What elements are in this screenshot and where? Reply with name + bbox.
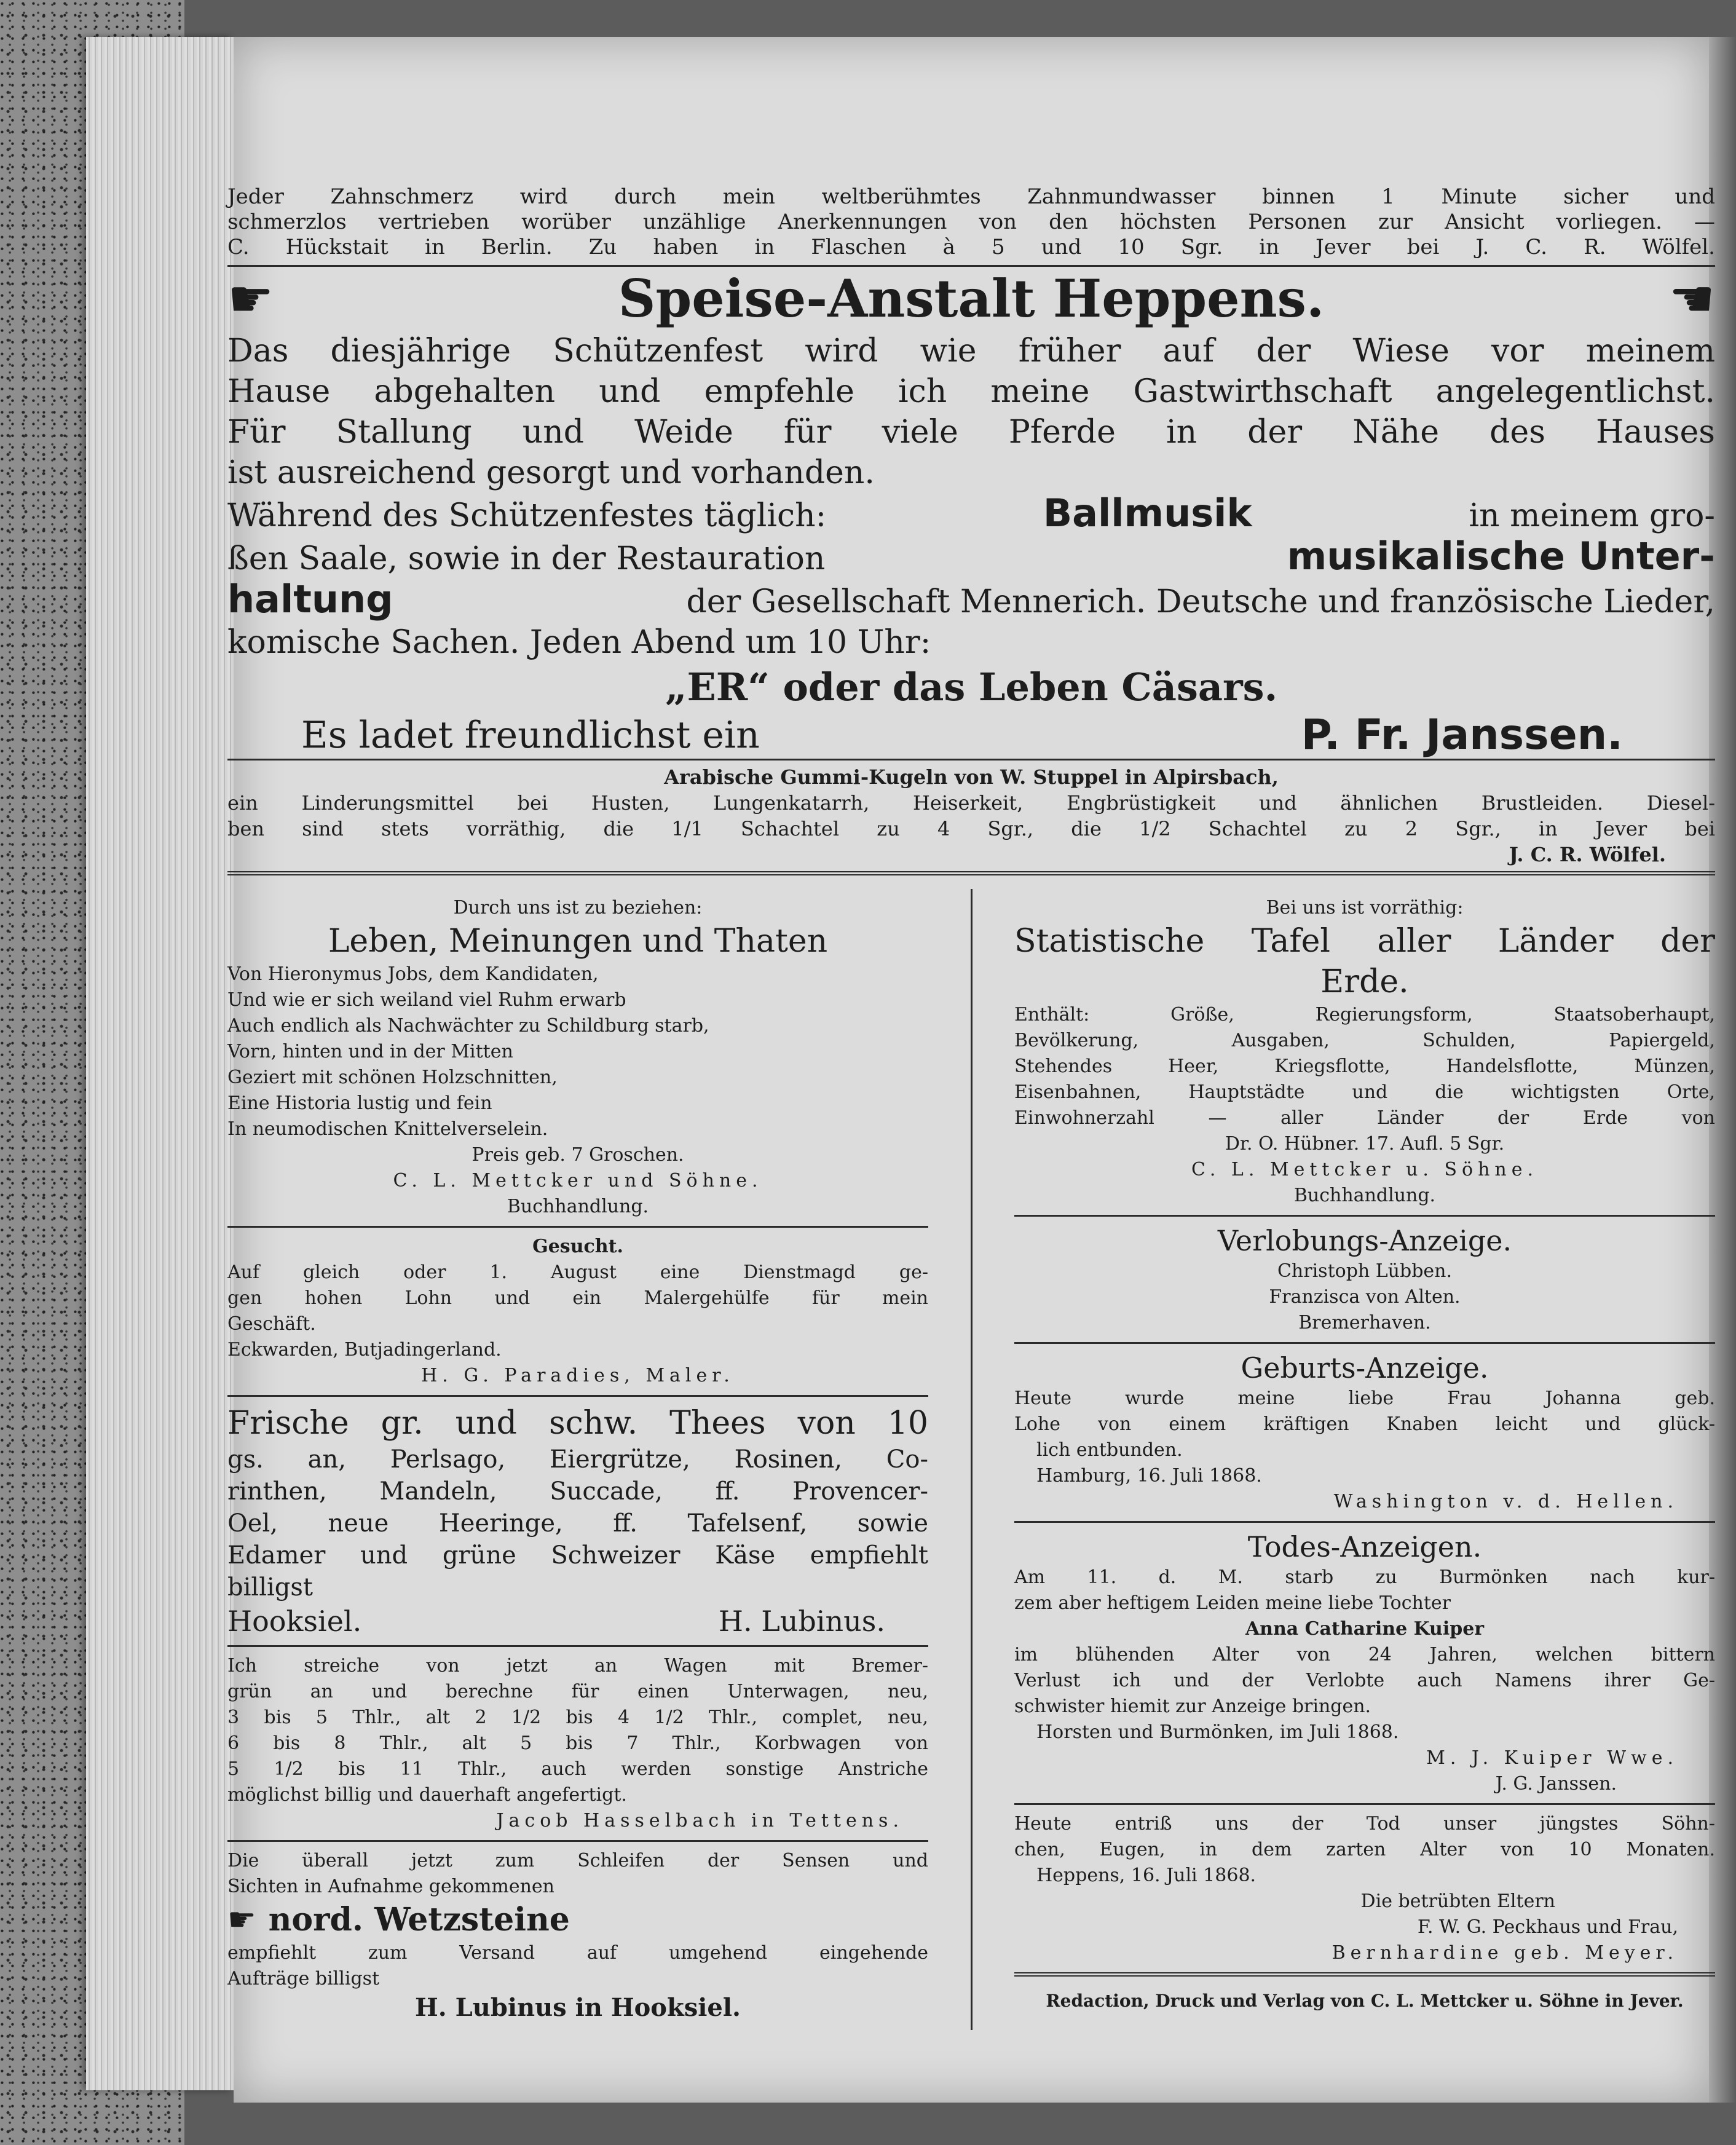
todes-line: Verlust ich und der Verlobte auch Namens ihrer Ge- <box>1014 1670 1715 1691</box>
speise-text: Während des Schützenfestes täglich: <box>227 497 827 534</box>
leben-line: Und wie er sich weiland viel Ruhm erwarb <box>227 989 626 1011</box>
stat-author: Dr. O. Hübner. 17. Aufl. 5 Sgr. <box>1225 1133 1505 1155</box>
leben-line: Geziert mit schönen Holzschnitten, <box>227 1067 558 1088</box>
speise-text: ßen Saale, sowie in der Restauration <box>227 540 826 577</box>
wetz-line: Sichten in Aufnahme gekommenen <box>227 1876 554 1897</box>
thees-line: Edamer und grüne Schweizer Käse empfiehlt <box>227 1541 928 1570</box>
thees-line: rinthen, Mandeln, Succade, ff. Provencer- <box>227 1477 928 1506</box>
geburt-place: Hamburg, 16. Juli 1868. <box>1036 1465 1262 1487</box>
geburt-ad <box>1014 1344 1715 1521</box>
gesucht-sig: H. G. Paradies, Maler. <box>421 1365 735 1386</box>
stat-firm2: Buchhandlung. <box>1293 1185 1436 1206</box>
geburt-line: Lohe von einem kräftigen Knaben leicht und glück- <box>1014 1413 1715 1435</box>
thees-name: H. Lubinus. <box>718 1605 885 1638</box>
wetz-line: empfiehlt zum Versand auf umgehend eingehende <box>227 1942 928 1964</box>
pointing-hand-left-icon: ☚ <box>1668 269 1715 329</box>
column-rule <box>971 889 973 2030</box>
thees-line: Frische gr. und schw. Thees von 10 <box>227 1405 928 1442</box>
arab-line: Arabische Gummi-Kugeln von W. Stuppel in Alpirsbach, <box>664 765 1279 789</box>
leben-firm: C. L. Mettcker und Söhne. <box>393 1170 763 1191</box>
gesucht-line: gen hohen Lohn und ein Malergehülfe für mein <box>227 1287 928 1309</box>
er-headline: „ER“ oder das Leben Cäsars. <box>665 665 1278 709</box>
stat-line: Einwohnerzahl — aller Länder der Erde von <box>1014 1107 1715 1129</box>
leben-line: In neumodischen Knittelverselein. <box>227 1118 548 1140</box>
todes-place: Horsten und Burmönken, im Juli 1868. <box>1036 1721 1399 1743</box>
todes-line: zem aber heftigem Leiden meine liebe Tochter <box>1014 1592 1451 1614</box>
leben-line: Vorn, hinten und in der Mitten <box>227 1041 513 1062</box>
ballmusik: Ballmusik <box>1043 491 1252 535</box>
gesucht-ad <box>227 1228 928 1395</box>
stat-title: Erde. <box>1320 963 1409 1000</box>
wagen-line: 5 1/2 bis 11 Thlr., auch werden sonstige Anstriche <box>227 1758 928 1780</box>
speise-line-7 <box>227 579 1715 622</box>
double-divider <box>227 871 1715 875</box>
geburt-sig: Washington v. d. Hellen. <box>1333 1491 1678 1512</box>
todes-sig: M. J. Kuiper Wwe. <box>1426 1747 1678 1769</box>
wetz-title-text: nord. Wetzsteine <box>268 1901 570 1938</box>
wetz-title <box>227 1900 928 1940</box>
speise-line: Für Stallung und Weide für viele Pferde in der Nähe des Hauses <box>227 414 1715 451</box>
gesucht-place: Eckwarden, Butjadingerland. <box>227 1339 502 1361</box>
speise-line-6 <box>227 536 1715 579</box>
stat-line: Bevölkerung, Ausgaben, Schulden, Papiergeld, <box>1014 1030 1715 1051</box>
stat-line: Eisenbahnen, Hauptstädte und die wichtigsten Orte, <box>1014 1081 1715 1103</box>
janssen-name: P. Fr. Janssen. <box>1301 711 1623 759</box>
wagen-line: grün an und berechne für einen Unterwagen, neu, <box>227 1681 928 1702</box>
statistik-ad <box>1014 889 1715 1215</box>
stat-line: Stehendes Heer, Kriegsflotte, Handelsflotte, Münzen, <box>1014 1056 1715 1077</box>
wetzsteine-ad <box>227 1842 928 2030</box>
verlobung-ad <box>1014 1217 1715 1342</box>
todes-line: im blühenden Alter von 24 Jahren, welchen bittern <box>1014 1644 1715 1665</box>
wagen-ad <box>227 1647 928 1840</box>
todes-line: Am 11. d. M. starb zu Burmönken nach kur- <box>1014 1566 1715 1588</box>
wagen-line: 3 bis 5 Thlr., alt 2 1/2 bis 4 1/2 Thlr., complet, neu, <box>227 1707 928 1728</box>
page-content <box>227 184 1715 2041</box>
eugen-line: Die betrübten Eltern <box>1360 1890 1555 1912</box>
wetz-line: Aufträge billigst <box>227 1968 380 1989</box>
two-columns <box>227 889 1715 2030</box>
leben-ad <box>227 889 928 1226</box>
gesucht-line: Geschäft. <box>227 1313 316 1335</box>
verlob-name: Christoph Lübben. <box>1277 1260 1453 1282</box>
stat-title: Statistische Tafel aller Länder der <box>1014 923 1715 960</box>
arab-line: J. C. R. Wölfel. <box>1509 843 1666 866</box>
notice-line: Jeder Zahnschmerz wird durch mein weltberühmtes Zahnmundwasser binnen 1 Minute sicher und <box>227 184 1715 209</box>
pointing-hand-right-icon: ☛ <box>227 269 274 329</box>
geburt-line: lich entbunden. <box>1036 1439 1183 1461</box>
verlob-place: Bremerhaven. <box>1298 1312 1431 1333</box>
eugen-sig: F. W. G. Peckhaus und Frau, <box>1417 1916 1678 1938</box>
thees-line: billigst <box>227 1573 313 1602</box>
wetz-sig: H. Lubinus in Hooksiel. <box>415 1993 741 2022</box>
wagen-sig: Jacob Hasselbach in Tettens. <box>496 1810 904 1831</box>
leben-intro: Durch uns ist zu beziehen: <box>453 897 703 918</box>
speise-text: in meinem gro- <box>1469 497 1715 534</box>
todes-title: Todes-Anzeigen. <box>1247 1530 1482 1563</box>
thees-signature <box>227 1603 928 1639</box>
stat-intro: Bei uns ist vorräthig: <box>1266 897 1464 918</box>
leben-price: Preis geb. 7 Groschen. <box>471 1144 684 1166</box>
thees-place: Hooksiel. <box>227 1605 362 1638</box>
arab-line: ben sind stets vorräthig, die 1/1 Schachtel zu 4 Sgr., die 1/2 Schachtel zu 2 Sgr., in Jever bei <box>227 817 1715 840</box>
leben-line: Eine Historia lustig und fein <box>227 1092 492 1114</box>
todes-line: schwister hiemit zur Anzeige bringen. <box>1014 1696 1371 1717</box>
pointing-hand-right-icon: ☛ <box>227 1902 256 1938</box>
geburt-line: Heute wurde meine liebe Frau Johanna geb. <box>1014 1388 1715 1409</box>
stat-line: Enthält: Größe, Regierungsform, Staatsoberhaupt, <box>1014 1004 1715 1025</box>
speise-signature <box>227 712 1715 759</box>
leben-line: Von Hieronymus Jobs, dem Kandidaten, <box>227 963 599 985</box>
verlob-title: Verlobungs-Anzeige. <box>1217 1224 1512 1257</box>
speise-text: der Gesellschaft Mennerich. Deutsche und französische Lieder, <box>686 583 1715 620</box>
leben-title: Leben, Meinungen und Thaten <box>328 923 828 960</box>
speise-title-text: Speise-Anstalt Heppens. <box>618 268 1325 329</box>
thees-line: Oel, neue Heeringe, ff. Tafelsenf, sowie <box>227 1509 928 1538</box>
speise-line-5 <box>227 493 1715 536</box>
notice-line: C. Hückstait in Berlin. Zu haben in Flaschen à 5 und 10 Sgr. in Jever bei J. C. R. Wölfel. <box>227 235 1715 259</box>
gummi-kugeln-ad <box>227 760 1715 871</box>
arab-line: ein Linderungsmittel bei Husten, Lungenkatarrh, Heiserkeit, Engbrüstigkeit und ähnlichen Brustleiden. Diesel- <box>227 791 1715 815</box>
double-divider <box>1014 1972 1715 1977</box>
eugen-line: Heute entriß uns der Tod unser jüngstes Söhn- <box>1014 1813 1715 1835</box>
thees-line: gs. an, Perlsago, Eiergrütze, Rosinen, Co- <box>227 1445 928 1474</box>
right-column <box>1014 889 1715 2030</box>
thees-ad <box>227 1397 928 1645</box>
eugen-line: chen, Eugen, in dem zarten Alter von 10 Monaten. <box>1014 1839 1715 1860</box>
leben-firm2: Buchhandlung. <box>507 1196 649 1217</box>
wagen-line: möglichst billig und dauerhaft angefertigt. <box>227 1784 627 1806</box>
eugen-sig: Bernhardine geb. Meyer. <box>1332 1942 1678 1964</box>
leben-line: Auch endlich als Nachwächter zu Schildburg starb, <box>227 1015 709 1037</box>
eugen-ad <box>1014 1805 1715 1972</box>
notice-line: schmerzlos vertrieben worüber unzählige Anerkennungen von den höchsten Personen zur Ansicht vorliegen. — <box>227 210 1715 234</box>
gesucht-title: Gesucht. <box>532 1236 623 1257</box>
wagen-line: Ich streiche von jetzt an Wagen mit Bremer- <box>227 1655 928 1677</box>
geburt-title: Geburts-Anzeige. <box>1241 1351 1489 1385</box>
wetz-line: Die überall jetzt zum Schleifen der Sensen und <box>227 1850 928 1871</box>
todes-name: Anna Catharine Kuiper <box>1245 1618 1485 1640</box>
speise-line: Hause abgehalten und empfehle ich meine Gastwirthschaft angelegentlichst. <box>227 373 1715 410</box>
speise-line: komische Sachen. Jeden Abend um 10 Uhr: <box>227 624 931 661</box>
left-column <box>227 889 928 2030</box>
todes-ad <box>1014 1523 1715 1803</box>
gesucht-line: Auf gleich oder 1. August eine Dienstmagd ge- <box>227 1262 928 1283</box>
speise-line: Das diesjährige Schützenfest wird wie früher auf der Wiese vor meinem <box>227 333 1715 369</box>
verlob-name: Franzisca von Alten. <box>1269 1286 1461 1308</box>
page-stack <box>86 37 234 2090</box>
musikalische: musikalische Unter- <box>1287 534 1715 579</box>
sig-text: Es ladet freundlichst ein <box>301 714 760 757</box>
eugen-place: Heppens, 16. Juli 1868. <box>1036 1865 1257 1886</box>
stat-firm: C. L. Mettcker u. Söhne. <box>1191 1159 1539 1180</box>
speise-title <box>227 267 1715 331</box>
footer-imprint: Redaction, Druck und Verlag von C. L. Mettcker u. Söhne in Jever. <box>1046 1991 1684 2011</box>
todes-sig: J. G. Janssen. <box>1495 1773 1617 1795</box>
speise-line: ist ausreichend gesorgt und vorhanden. <box>227 454 875 491</box>
speise-anstalt-ad <box>227 267 1715 759</box>
wagen-line: 6 bis 8 Thlr., alt 5 bis 7 Thlr., Korbwagen von <box>227 1732 928 1754</box>
haltung: haltung <box>227 577 393 622</box>
zahnschmerz-notice <box>227 184 1715 260</box>
